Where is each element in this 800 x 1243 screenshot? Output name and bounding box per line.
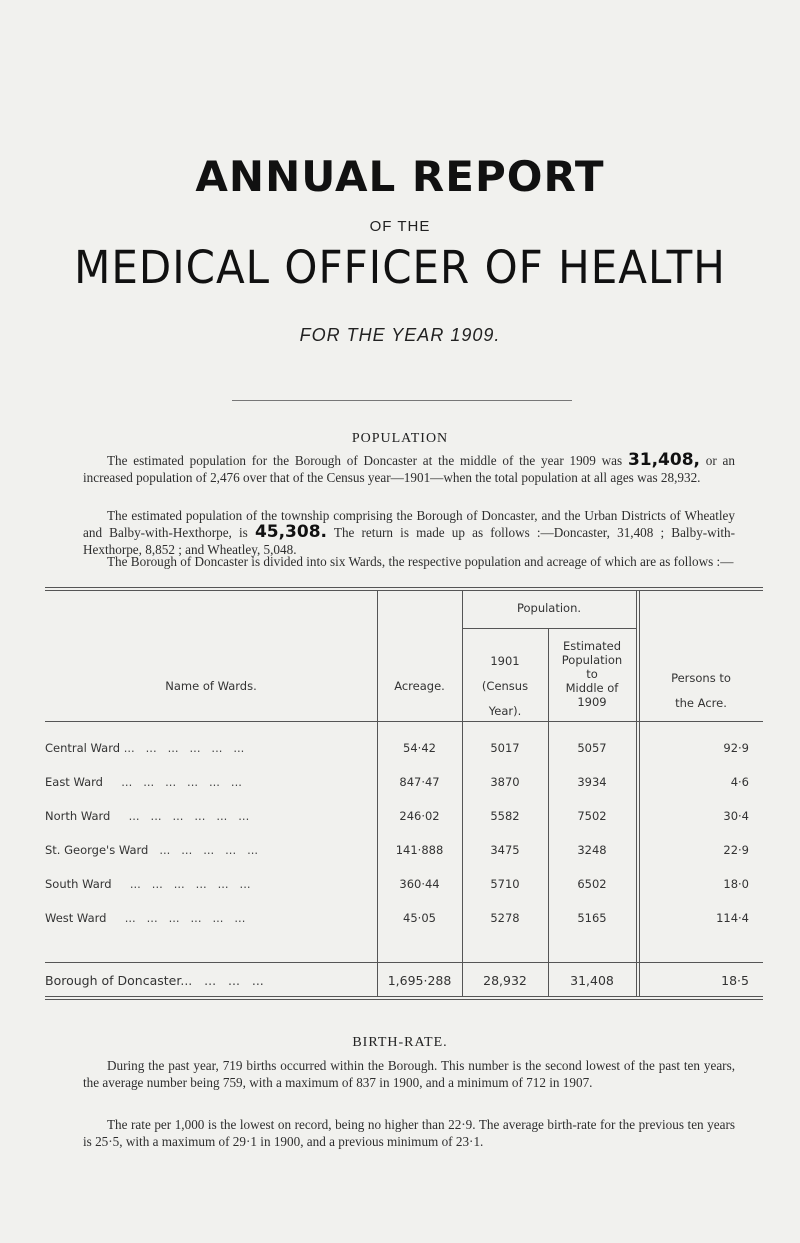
leader-dots: ... ... ... ... ... ... [106, 775, 242, 789]
table-top-rule [45, 587, 763, 588]
total-persons: 18·5 [721, 973, 749, 988]
header-1901-line1: 1901 [490, 654, 520, 668]
total-estimated: 31,408 [570, 973, 614, 988]
header-bottom-rule [45, 721, 763, 722]
ward-acreage: 847·47 [399, 775, 440, 789]
ward-persons: 4·6 [730, 775, 749, 789]
header-1901-line2: (Census [481, 679, 529, 693]
p3-text: The Borough of Doncaster is divided into six Wards, the respective population and acreage of which are as follows :— [107, 554, 734, 569]
leader-dots: ... ... ... ... ... [152, 843, 259, 857]
total-census: 28,932 [483, 973, 527, 988]
header-est-line3: to [586, 667, 598, 681]
report-year: FOR THE YEAR 1909. [299, 325, 501, 345]
birthrate-paragraph-2 [83, 1116, 735, 1150]
header-1901 [462, 649, 548, 724]
leader-dots: ... ... ... ... ... ... [115, 877, 251, 891]
header-est-line2: Population [561, 653, 623, 667]
ward-census: 3475 [490, 843, 520, 857]
ward-acreage: 45·05 [403, 911, 436, 925]
header-persons-line1: Persons to [671, 671, 731, 685]
ward-name: South Ward [45, 877, 112, 891]
ward-estimated: 7502 [577, 809, 607, 823]
table-bottom-rule-2 [45, 999, 763, 1000]
leader-dots: ... ... ... ... ... ... [123, 741, 245, 755]
header-est-line1: Estimated [562, 639, 622, 653]
total-acreage: 1,695·288 [387, 973, 452, 988]
population-paragraph-3 [83, 553, 735, 570]
ward-name: Central Ward [45, 741, 121, 755]
population-paragraph-1 [83, 452, 735, 486]
leader-dots: ... ... ... ... ... ... [113, 809, 250, 823]
ward-persons: 22·9 [723, 843, 749, 857]
p1-text-b: or an increased population of 2,476 over that of the Census year—1901—when the total population at all ages was 28,932. [83, 453, 735, 485]
p2-text-a: The estimated population of the township comprising the Borough of Doncaster, and the Urban Districts of Wheatley and Balby-with-Hexthorpe, is [83, 508, 735, 540]
p2-text-b: The return is made up as follows :—Doncaster, 31,408 ; Balby-with-Hexthorpe, 8,852 ; and Wheatley, 5,048. [83, 525, 736, 557]
total-top-rule [45, 962, 763, 963]
table-top-rule-2 [45, 590, 763, 591]
population-paragraph-2 [83, 507, 735, 558]
ward-census: 5278 [490, 911, 520, 925]
ward-census: 5710 [490, 877, 520, 891]
ward-estimated: 5165 [577, 911, 607, 925]
ward-name: East Ward [45, 775, 103, 789]
birthrate-heading: BIRTH-RATE. [352, 1035, 448, 1050]
ward-persons: 92·9 [723, 741, 749, 755]
birthrate-p2-text: The rate per 1,000 is the lowest on record, being no higher than 22·9. The average birth-rate for the previous ten years is 25·5, with a maximum of 29·1 in 1900, and a previous minimum of 23·1. [83, 1117, 735, 1149]
ward-estimated: 5057 [577, 741, 607, 755]
leader-dots: ... ... ... ... ... ... [110, 911, 246, 925]
header-estimated [548, 639, 636, 709]
ward-persons: 114·4 [716, 911, 749, 925]
birthrate-p1-text: During the past year, 719 births occurred within the Borough. This number is the second lowest of the past ten years, the average number being 759, with a maximum of 837 in 1900, and a minimum of 712 in 1907. [83, 1058, 735, 1090]
report-title-of-the: OF THE [369, 218, 431, 235]
ward-acreage: 360·44 [399, 877, 440, 891]
population-sub-rule [462, 628, 636, 629]
p2-figure: 45,308. [254, 522, 327, 542]
birthrate-paragraph-1 [83, 1057, 735, 1091]
ward-census: 5582 [490, 809, 520, 823]
p1-text-a: The estimated population for the Borough of Doncaster at the middle of the year 1909 was [107, 453, 623, 468]
header-est-line5: 1909 [577, 695, 607, 709]
header-population: Population. [516, 601, 582, 615]
col-line-1 [377, 590, 378, 997]
header-acreage: Acreage. [394, 679, 445, 693]
header-persons [639, 666, 763, 716]
report-subtitle: MEDICAL OFFICER OF HEALTH [74, 241, 726, 294]
ward-census: 3870 [490, 775, 520, 789]
ward-estimated: 6502 [577, 877, 607, 891]
ward-name: St. George's Ward [45, 843, 149, 857]
ward-acreage: 141·888 [395, 843, 444, 857]
total-name: Borough of Doncaster [45, 973, 181, 988]
divider [232, 400, 572, 401]
header-persons-line2: the Acre. [675, 696, 727, 710]
report-title: ANNUAL REPORT [195, 152, 605, 201]
ward-name: North Ward [45, 809, 111, 823]
ward-estimated: 3934 [577, 775, 607, 789]
ward-acreage: 54·42 [403, 741, 436, 755]
p1-figure: 31,408, [627, 450, 700, 470]
population-heading: POPULATION [351, 431, 449, 446]
header-1901-line3: Year). [488, 704, 522, 718]
ward-persons: 18·0 [723, 877, 749, 891]
col-line-4 [636, 590, 637, 997]
ward-acreage: 246·02 [399, 809, 440, 823]
col-line-4b [639, 590, 640, 997]
wards-table [45, 587, 763, 999]
header-est-line4: Middle of [565, 681, 619, 695]
header-name: Name of Wards. [165, 679, 257, 693]
ward-census: 5017 [490, 741, 520, 755]
leader-dots: ... ... ... ... [180, 973, 264, 988]
ward-persons: 30·4 [723, 809, 749, 823]
table-bottom-rule [45, 996, 763, 997]
ward-name: West Ward [45, 911, 107, 925]
ward-estimated: 3248 [577, 843, 607, 857]
